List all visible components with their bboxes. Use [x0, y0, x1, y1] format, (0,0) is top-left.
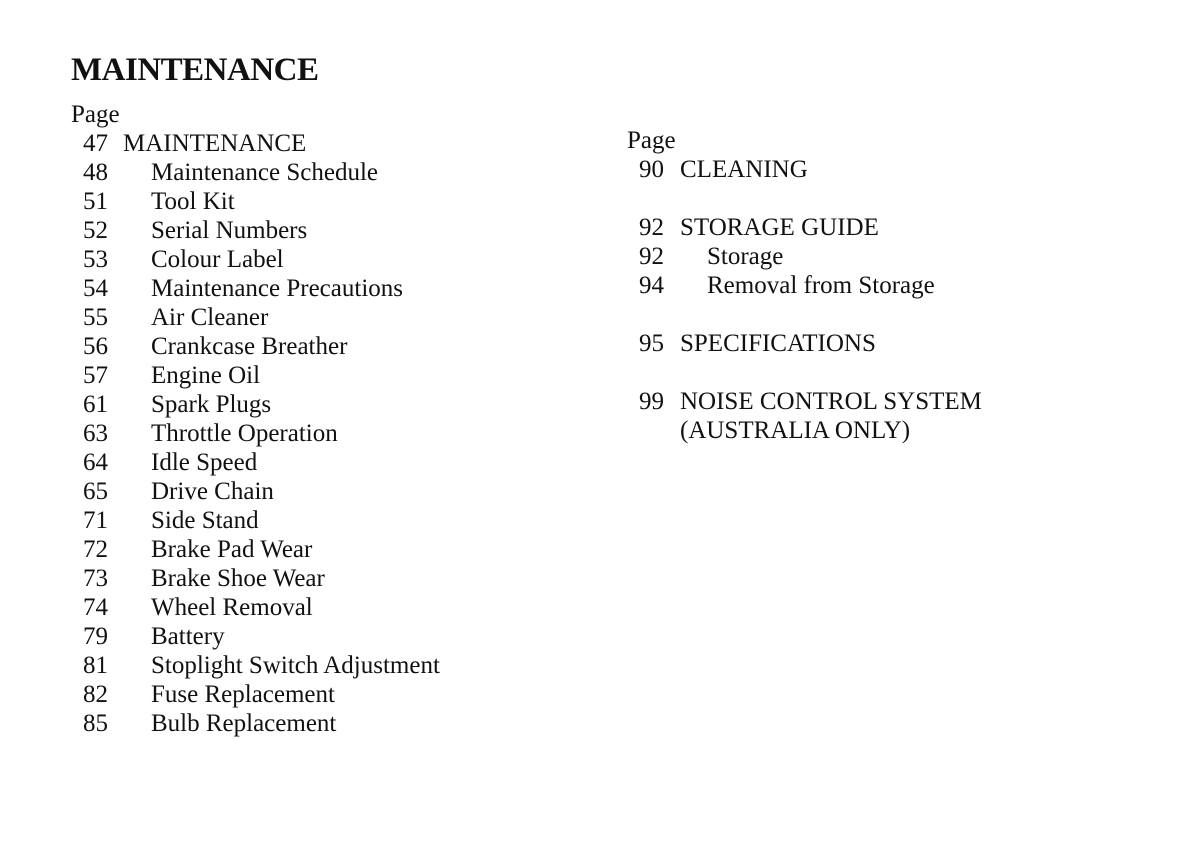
toc-entry	[627, 242, 910, 271]
toc-entry	[71, 506, 259, 535]
toc-entry	[71, 448, 258, 477]
toc-entry	[71, 651, 440, 680]
toc-entry	[71, 129, 307, 158]
toc-entry	[71, 680, 335, 709]
toc-entry-title: Tool Kit	[151, 188, 235, 215]
toc-entry-continuation: (AUSTRALIA ONLY)	[680, 417, 911, 444]
toc-page-number: 82	[83, 681, 108, 708]
toc-entry	[71, 361, 261, 390]
toc-entry-title: Crankcase Breather	[151, 333, 348, 360]
toc-entry-title: STORAGE GUIDE	[680, 214, 879, 241]
toc-entry	[71, 622, 225, 651]
toc-page-number: 55	[83, 304, 108, 331]
toc-page-number: 99	[639, 388, 664, 415]
toc-entry-title: Bulb Replacement	[151, 710, 337, 737]
toc-entry-title: MAINTENANCE	[123, 130, 307, 157]
toc-page-number: 90	[639, 156, 664, 183]
toc-entry-title: Battery	[151, 623, 225, 650]
toc-entry-title: Serial Numbers	[151, 217, 308, 244]
toc-page-number: 56	[83, 333, 108, 360]
toc-page-number: 61	[83, 391, 108, 418]
toc-list	[627, 155, 982, 445]
toc-entry	[71, 709, 337, 738]
toc-entry-title: Fuse Replacement	[151, 681, 335, 708]
toc-entry	[71, 535, 313, 564]
toc-entry-title: Air Cleaner	[151, 304, 269, 331]
toc-page-number: 72	[83, 536, 108, 563]
toc-page-number: 52	[83, 217, 108, 244]
toc-entry	[627, 213, 910, 242]
toc-entry	[71, 187, 235, 216]
toc-entry-title: Wheel Removal	[151, 594, 313, 621]
toc-entry-title: Side Stand	[151, 507, 259, 534]
toc-page-number: 85	[83, 710, 108, 737]
toc-entry-title: Removal from Storage	[707, 272, 935, 299]
toc-page-number: 95	[639, 330, 664, 357]
toc-entry-title: Spark Plugs	[151, 391, 272, 418]
toc-spacer	[627, 300, 910, 329]
toc-entry-title: Brake Shoe Wear	[151, 565, 325, 592]
toc-entry-title: Drive Chain	[151, 478, 274, 505]
toc-page-number: 54	[83, 275, 108, 302]
page-column-label: Page	[627, 127, 676, 154]
toc-entry	[71, 274, 403, 303]
toc-entry-title: SPECIFICATIONS	[680, 330, 876, 357]
toc-right-column	[627, 126, 982, 445]
toc-page-number: 92	[639, 214, 664, 241]
toc-page-number: 57	[83, 362, 108, 389]
toc-page-number: 92	[639, 243, 664, 270]
toc-page-number: 47	[83, 130, 108, 157]
toc-page-number: 51	[83, 188, 108, 215]
page-column-label: Page	[71, 101, 120, 128]
toc-entry	[71, 477, 274, 506]
toc-entry	[71, 390, 272, 419]
toc-page-number: 71	[83, 507, 108, 534]
toc-entry	[71, 332, 348, 361]
toc-entry-title: Idle Speed	[151, 449, 258, 476]
toc-entry	[71, 245, 284, 274]
toc-entry	[71, 564, 325, 593]
toc-spacer	[627, 184, 910, 213]
toc-entry-title: Storage	[707, 243, 784, 270]
toc-page-number: 94	[639, 272, 664, 299]
toc-entry	[71, 158, 378, 187]
toc-entry-title: Throttle Operation	[151, 420, 338, 447]
toc-list	[71, 129, 440, 738]
toc-entry-title: Maintenance Precautions	[151, 275, 403, 302]
toc-entry	[627, 329, 910, 358]
toc-entry	[627, 271, 935, 300]
toc-page-number: 65	[83, 478, 108, 505]
toc-spacer	[627, 358, 910, 387]
toc-page-number: 53	[83, 246, 108, 273]
toc-page-number: 48	[83, 159, 108, 186]
toc-page-number: 79	[83, 623, 108, 650]
toc-entry-title: Brake Pad Wear	[151, 536, 313, 563]
toc-left-column	[71, 100, 440, 738]
toc-entry	[71, 419, 338, 448]
toc-page-number: 73	[83, 565, 108, 592]
toc-entry	[71, 303, 269, 332]
toc-page-number: 63	[83, 420, 108, 447]
toc-entry	[71, 216, 308, 245]
toc-entry	[71, 593, 313, 622]
page-title: MAINTENANCE	[71, 52, 319, 88]
toc-entry-title: NOISE CONTROL SYSTEM	[680, 388, 982, 415]
toc-entry-title: Colour Label	[151, 246, 284, 273]
toc-entry-title: Stoplight Switch Adjustment	[151, 652, 440, 679]
toc-page-number: 81	[83, 652, 108, 679]
toc-entry-title: Engine Oil	[151, 362, 261, 389]
toc-entry-title: Maintenance Schedule	[151, 159, 378, 186]
toc-page-number: 64	[83, 449, 108, 476]
toc-entry	[627, 155, 910, 184]
toc-entry	[627, 387, 982, 416]
toc-page-number: 74	[83, 594, 108, 621]
toc-entry-title: CLEANING	[680, 156, 808, 183]
